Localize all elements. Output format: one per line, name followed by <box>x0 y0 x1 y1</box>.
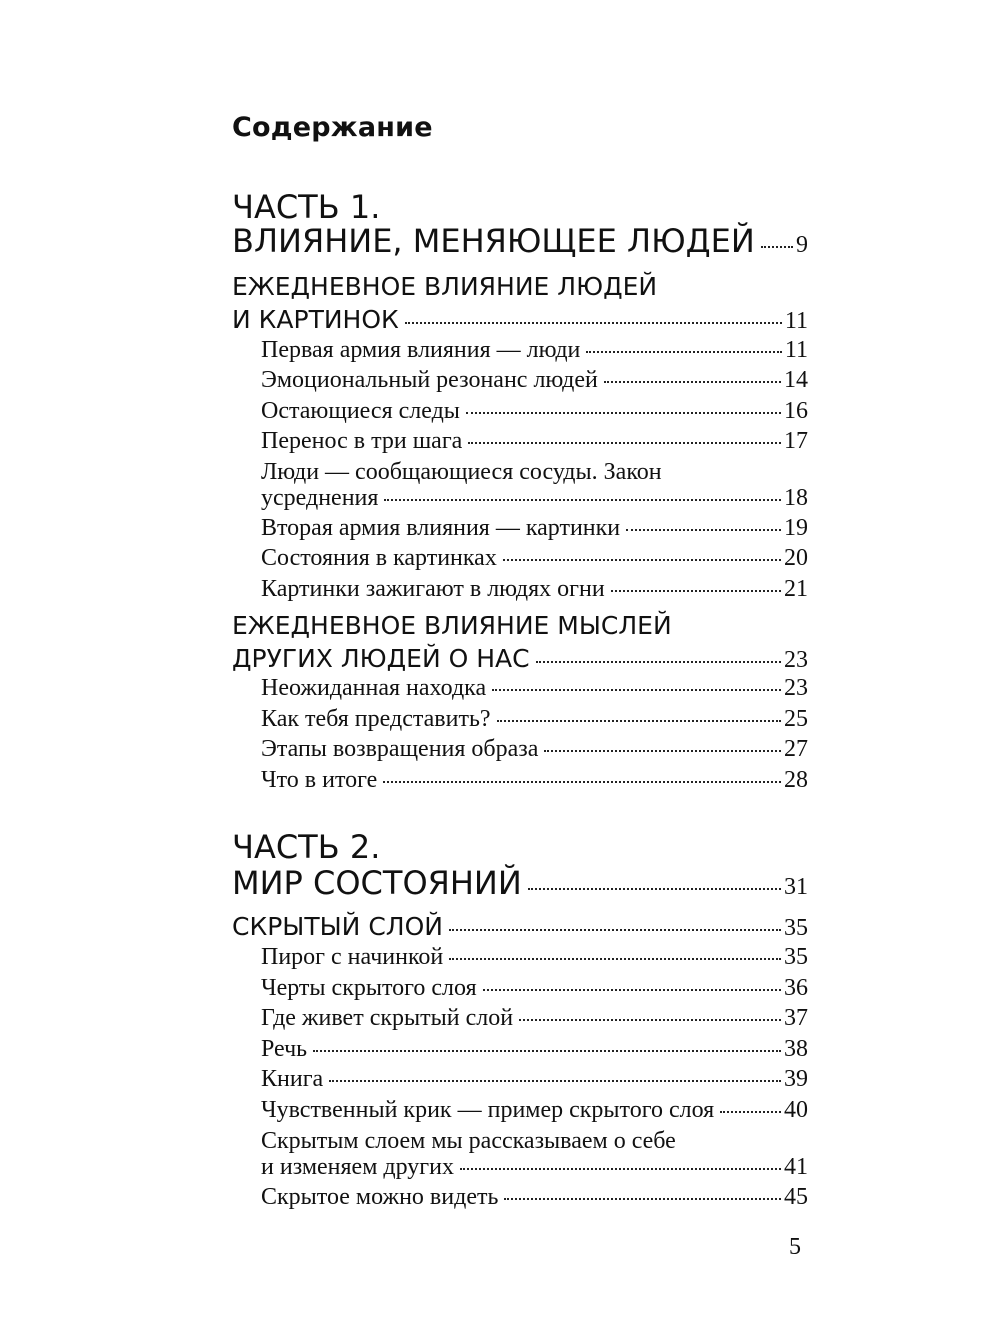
entry-label: Пирог с начинкой <box>261 944 444 970</box>
part-2-number: ЧАСТЬ 2. <box>232 828 381 866</box>
page-folio: 5 <box>789 1234 801 1260</box>
page-number: 14 <box>784 367 808 393</box>
page-number: 11 <box>784 308 808 334</box>
page-number: 19 <box>784 515 808 541</box>
toc-entry[interactable] <box>261 675 808 702</box>
leader-dots <box>449 929 781 931</box>
entry-label: усреднения <box>261 485 379 511</box>
page-number: 40 <box>784 1097 808 1123</box>
entry-label: Перенос в три шага <box>261 428 463 454</box>
leader-dots <box>492 689 781 691</box>
page-number: 16 <box>784 398 808 424</box>
leader-dots <box>483 989 781 991</box>
toc-entry[interactable] <box>261 1036 808 1063</box>
leader-dots <box>528 888 781 890</box>
page-number: 23 <box>784 647 808 673</box>
entry-label: Черты скрытого слоя <box>261 975 477 1001</box>
entry-label: и изменяем других <box>261 1154 454 1180</box>
leader-dots <box>466 412 781 414</box>
entry-label: Эмоциональный резонанс людей <box>261 367 598 393</box>
chapter-2-title-line2: ДРУГИХ ЛЮДЕЙ О НАС <box>232 644 530 673</box>
entry-label: Этапы возвращения образа <box>261 736 539 762</box>
page-number: 41 <box>784 1154 808 1180</box>
part-1-number: ЧАСТЬ 1. <box>232 188 381 226</box>
leader-dots <box>626 529 781 531</box>
leader-dots <box>720 1111 781 1113</box>
leader-dots <box>405 322 782 324</box>
entry-label: Книга <box>261 1066 324 1092</box>
entry-label: Первая армия влияния — люди <box>261 337 581 363</box>
chapter-1-title-line1: ЕЖЕДНЕВНОЕ ВЛИЯНИЕ ЛЮДЕЙ <box>232 272 658 301</box>
page-number: 20 <box>784 545 808 571</box>
leader-dots <box>329 1080 781 1082</box>
page-number: 35 <box>784 915 808 941</box>
entry-label: Остающиеся следы <box>261 398 460 424</box>
toc-entry-part-2[interactable] <box>232 864 808 902</box>
toc-entry[interactable] <box>261 337 808 364</box>
page-number: 27 <box>784 736 808 762</box>
leader-dots <box>468 442 781 444</box>
toc-entry-part-1[interactable] <box>232 222 808 260</box>
page-number: 39 <box>784 1066 808 1092</box>
page-number: 23 <box>784 675 808 701</box>
leader-dots <box>503 559 781 561</box>
toc-entry[interactable] <box>261 485 808 512</box>
toc-entry[interactable] <box>261 1066 808 1093</box>
entry-label: Как тебя представить? <box>261 706 491 732</box>
entry-label: Скрытое можно видеть <box>261 1184 499 1210</box>
chapter-2-title-line1: ЕЖЕДНЕВНОЕ ВЛИЯНИЕ МЫСЛЕЙ <box>232 611 672 640</box>
entry-label-line1: Скрытым слоем мы рассказываем о себе <box>261 1128 676 1154</box>
page-number: 21 <box>784 576 808 602</box>
entry-label: Речь <box>261 1036 308 1062</box>
page-number: 38 <box>784 1036 808 1062</box>
toc-entry[interactable] <box>261 706 808 733</box>
entry-label: Вторая армия влияния — картинки <box>261 515 621 541</box>
chapter-3-title: СКРЫТЫЙ СЛОЙ <box>232 912 443 941</box>
toc-entry[interactable] <box>261 1184 808 1211</box>
entry-label: Что в итоге <box>261 767 378 793</box>
leader-dots <box>761 246 793 248</box>
chapter-1-title-line2: И КАРТИНОК <box>232 305 399 334</box>
page-number: 18 <box>784 485 808 511</box>
page-number: 11 <box>784 337 808 363</box>
leader-dots <box>497 720 781 722</box>
page-number: 31 <box>784 874 808 900</box>
entry-label: Неожиданная находка <box>261 675 487 701</box>
toc-entry[interactable] <box>261 736 808 763</box>
leader-dots <box>449 958 781 960</box>
leader-dots <box>504 1198 781 1200</box>
toc-entry[interactable] <box>261 428 808 455</box>
entry-label: Где живет скрытый слой <box>261 1005 514 1031</box>
entry-label: Чувственный крик — пример скрытого слоя <box>261 1097 715 1123</box>
toc-entry[interactable] <box>261 576 808 603</box>
leader-dots <box>313 1050 781 1052</box>
page-number: 17 <box>784 428 808 454</box>
entry-label: Состояния в картинках <box>261 545 497 571</box>
page-number: 9 <box>796 232 808 258</box>
page-number: 25 <box>784 706 808 732</box>
leader-dots <box>586 351 781 353</box>
entry-label-line1: Люди — сообщающиеся сосуды. Закон <box>261 459 662 485</box>
toc-entry-chapter-1[interactable] <box>232 305 808 335</box>
leader-dots <box>604 381 781 383</box>
toc-entry[interactable] <box>261 398 808 425</box>
toc-entry-chapter-2[interactable] <box>232 644 808 674</box>
toc-entry[interactable] <box>261 1154 808 1181</box>
toc-entry[interactable] <box>261 515 808 542</box>
toc-entry[interactable] <box>261 367 808 394</box>
toc-entry[interactable] <box>261 767 808 794</box>
toc-entry-chapter-3[interactable] <box>232 912 808 942</box>
toc-entry[interactable] <box>261 1097 808 1124</box>
entry-label: Картинки зажигают в людях огни <box>261 576 605 602</box>
page-number: 37 <box>784 1005 808 1031</box>
toc-entry[interactable] <box>261 1005 808 1032</box>
leader-dots <box>460 1168 781 1170</box>
toc-entry[interactable] <box>261 975 808 1002</box>
toc-entry[interactable] <box>261 944 808 971</box>
leader-dots <box>383 781 781 783</box>
part-2-title: МИР СОСТОЯНИЙ <box>232 864 522 902</box>
page-number: 35 <box>784 944 808 970</box>
leader-dots <box>384 499 781 501</box>
leader-dots <box>611 590 781 592</box>
leader-dots <box>544 750 781 752</box>
page-number: 28 <box>784 767 808 793</box>
toc-entry[interactable] <box>261 545 808 572</box>
toc-title: Содержание <box>232 112 433 143</box>
part-1-title: ВЛИЯНИЕ, МЕНЯЮЩЕЕ ЛЮДЕЙ <box>232 222 755 260</box>
leader-dots <box>519 1019 781 1021</box>
page-number: 36 <box>784 975 808 1001</box>
leader-dots <box>536 661 781 663</box>
page-number: 45 <box>784 1184 808 1210</box>
